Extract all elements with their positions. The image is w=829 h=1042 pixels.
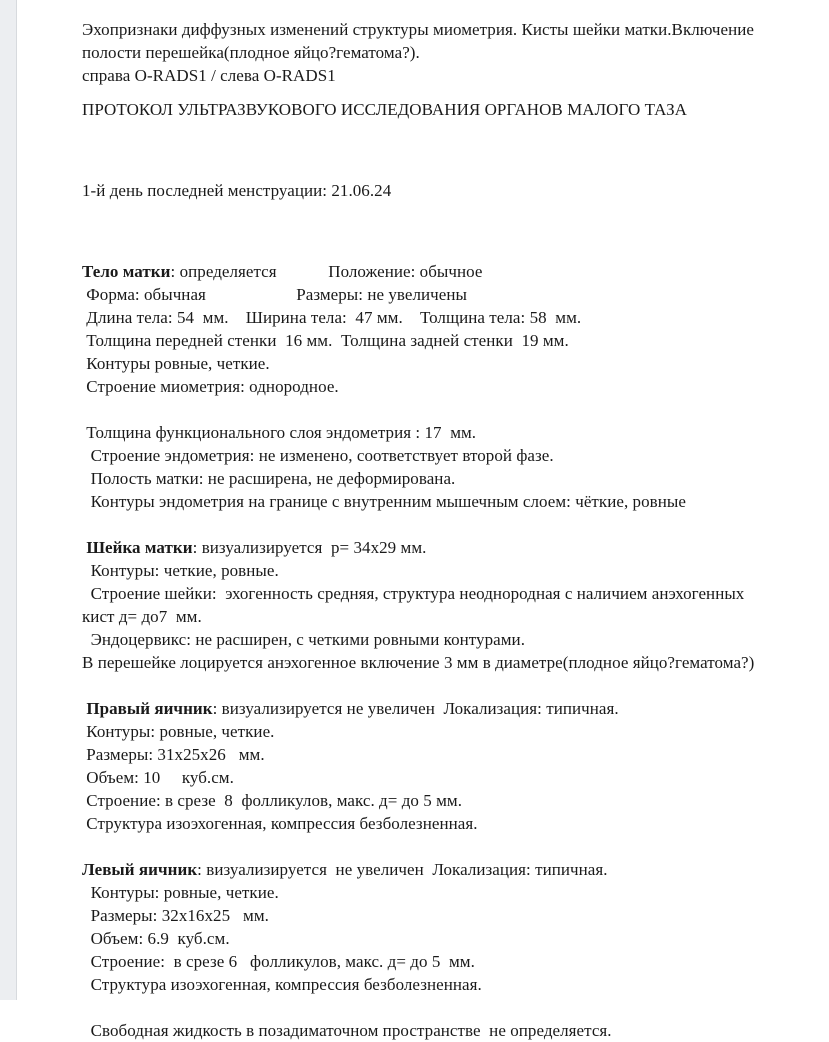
endometrium-structure: Строение эндометрия: не изменено, соответствует второй фазе.: [82, 446, 554, 465]
left-ovary-volume: Объем: 6.9 куб.см.: [82, 929, 230, 948]
left-ovary-contours: Контуры: ровные, четкие.: [82, 883, 279, 902]
protocol-title: ПРОТОКОЛ УЛЬТРАЗВУКОВОГО ИССЛЕДОВАНИЯ ОРГАНОВ МАЛОГО ТАЗА: [82, 100, 687, 119]
uterus-body-walls: Толщина передней стенки 16 мм. Толщина задней стенки 19 мм.: [82, 331, 569, 350]
section-cervix: [82, 536, 825, 674]
right-ovary-structure: Строение: в срезе 8 фолликулов, макс. д= до 5 мм.: [82, 791, 463, 810]
left-ovary-heading-rest: : визуализируется не увеличен Локализация: типичная.: [197, 860, 608, 879]
right-ovary-texture: Структура изоэхогенная, компрессия безболезненная.: [82, 814, 478, 833]
spacer: [82, 121, 825, 179]
report-body: [18, 0, 829, 1040]
cervix-heading: Шейка матки: [86, 538, 193, 557]
spacer: [82, 835, 825, 858]
left-ovary-heading: Левый яичник: [82, 860, 198, 879]
endometrium-thickness: Толщина функционального слоя эндометрия : 17 мм.: [82, 423, 477, 442]
right-ovary-heading-line: [82, 697, 825, 720]
right-ovary-heading-rest: : визуализируется не увеличен Локализация: типичная.: [212, 699, 619, 718]
uterus-body-heading: Тело матки: [82, 262, 171, 281]
left-ovary-texture: Структура изоэхогенная, компрессия безболезненная.: [82, 975, 482, 994]
spacer: [82, 513, 825, 536]
cervix-contours: Контуры: четкие, ровные.: [82, 561, 279, 580]
cervix-heading-rest: : визуализируется р= 34x29 мм.: [192, 538, 427, 557]
spacer: [82, 674, 825, 697]
cervix-structure-line-1: Строение шейки: эхогенность средняя, структура неоднородная с наличием анэхогенных: [82, 584, 745, 603]
free-fluid-line: Свободная жидкость в позадиматочном пространстве не определяется.: [82, 1021, 612, 1040]
cervix-endocervix: Эндоцервикс: не расширен, с четкими ровными контурами.: [82, 630, 525, 649]
uterus-body-contours: Контуры ровные, четкие.: [82, 354, 270, 373]
section-endometrium: [82, 421, 825, 513]
cervix-isthmus-inclusion: В перешейке лоцируется анэхогенное включение 3 мм в диаметре(плодное яйцо?гематома?): [82, 653, 755, 672]
section-left-ovary: [82, 858, 825, 996]
last-menstruation-line: 1-й день последней менструации: 21.06.24: [82, 181, 392, 200]
conclusion-line-2: полости перешейка(плодное яйцо?гематома?).: [82, 43, 420, 62]
left-ovary-heading-line: [82, 858, 825, 881]
left-gutter-strip: [0, 0, 17, 1000]
spacer: [82, 996, 825, 1019]
conclusion-line-3-orads: справа O-RADS1 / слева O-RADS1: [82, 66, 336, 85]
section-right-ovary: [82, 697, 825, 835]
cervix-structure-line-2: кист д= до7 мм.: [82, 607, 202, 626]
spacer: [82, 87, 825, 98]
left-ovary-sizes: Размеры: 32x16x25 мм.: [82, 906, 269, 925]
spacer: [82, 398, 825, 421]
uterus-body-form: Форма: обычная Размеры: не увеличены: [82, 285, 468, 304]
left-ovary-structure: Строение: в срезе 6 фолликулов, макс. д= до 5 мм.: [82, 952, 475, 971]
section-uterus-body: [82, 260, 825, 398]
spacer: [82, 202, 825, 260]
uterus-body-dimensions: Длина тела: 54 мм. Ширина тела: 47 мм. Толщина тела: 58 мм.: [82, 308, 582, 327]
endometrium-cavity: Полость матки: не расширена, не деформирована.: [82, 469, 456, 488]
uterus-body-heading-rest: : определяется Положение: обычное: [170, 262, 483, 281]
endometrium-contours: Контуры эндометрия на границе с внутренним мышечным слоем: чёткие, ровные: [82, 492, 686, 511]
right-ovary-contours: Контуры: ровные, четкие.: [82, 722, 275, 741]
conclusion-line-1: Эхопризнаки диффузных изменений структуры миометрия. Кисты шейки матки.Включение: [82, 20, 754, 39]
right-ovary-sizes: Размеры: 31x25x26 мм.: [82, 745, 265, 764]
right-ovary-volume: Объем: 10 куб.см.: [82, 768, 234, 787]
conclusion-block: [82, 18, 825, 87]
uterus-body-heading-line: [82, 260, 825, 283]
right-ovary-heading: Правый яичник: [86, 699, 213, 718]
cervix-heading-line: [82, 536, 825, 559]
uterus-body-myometrium: Строение миометрия: однородное.: [82, 377, 339, 396]
